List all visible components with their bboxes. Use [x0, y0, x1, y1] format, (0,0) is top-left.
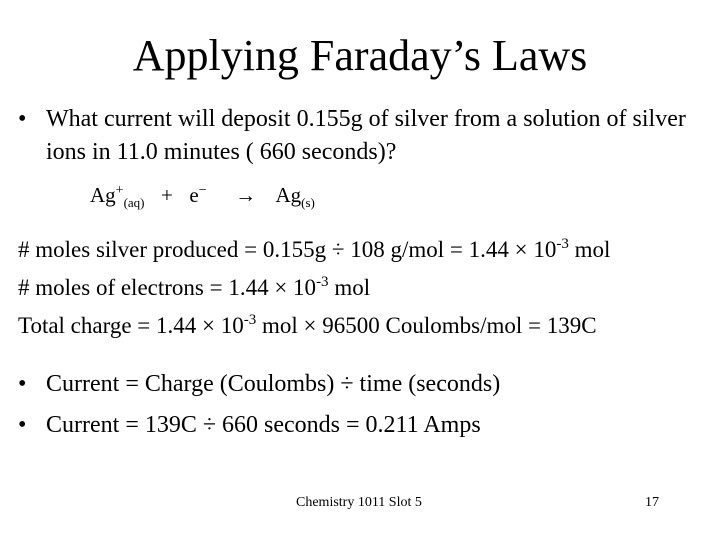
calc-line-moles-silver: # moles silver produced = 0.155g ÷ 108 $g/mol = 1.44 \times 10^{-3}$ mol — [18, 236, 611, 262]
reaction-equation — [90, 178, 315, 216]
bullet-icon: • — [18, 371, 27, 397]
product-state: (s) — [301, 195, 315, 210]
electron: e — [189, 183, 199, 207]
result-bullet — [18, 405, 500, 446]
reactant-state: (aq) — [123, 195, 145, 210]
product: Ag — [275, 183, 302, 207]
reactant-ion: Ag — [90, 183, 116, 207]
footer-course: Chemistry 1011 Slot 5 — [296, 495, 422, 510]
result-text: Current = Charge (Coulombs) ÷ time (seconds) — [46, 371, 501, 397]
reactant-charge: + — [115, 183, 124, 198]
calc-line-total-charge: Total charge = $1.44 \times 10^{-3}$ mol × 96500 Coulombs/mol = 139C — [18, 312, 597, 338]
result-bullet — [18, 364, 500, 405]
bullet-icon: • — [18, 412, 27, 438]
page-number: 17 — [645, 495, 659, 510]
reaction-arrow-icon: → — [235, 183, 257, 207]
result-bullets — [18, 364, 500, 446]
electron-charge: − — [198, 183, 207, 198]
plus-sign: + — [161, 183, 173, 207]
result-text: Current = 139C ÷ 660 seconds = 0.211 Amps — [46, 412, 481, 438]
question-bullet — [18, 103, 708, 169]
slide-title: Applying Faraday’s Laws — [132, 31, 588, 80]
question-text: What current will deposit 0.155g of silver from a solution of silver ions in 11.0 minutes ( 660 seconds)? — [46, 106, 686, 165]
calculation-block — [18, 231, 610, 345]
bullet-icon: • — [18, 106, 27, 132]
calc-line-moles-electrons: # moles of electrons = $1.44 \times 10^{-3}$ mol — [18, 274, 371, 300]
